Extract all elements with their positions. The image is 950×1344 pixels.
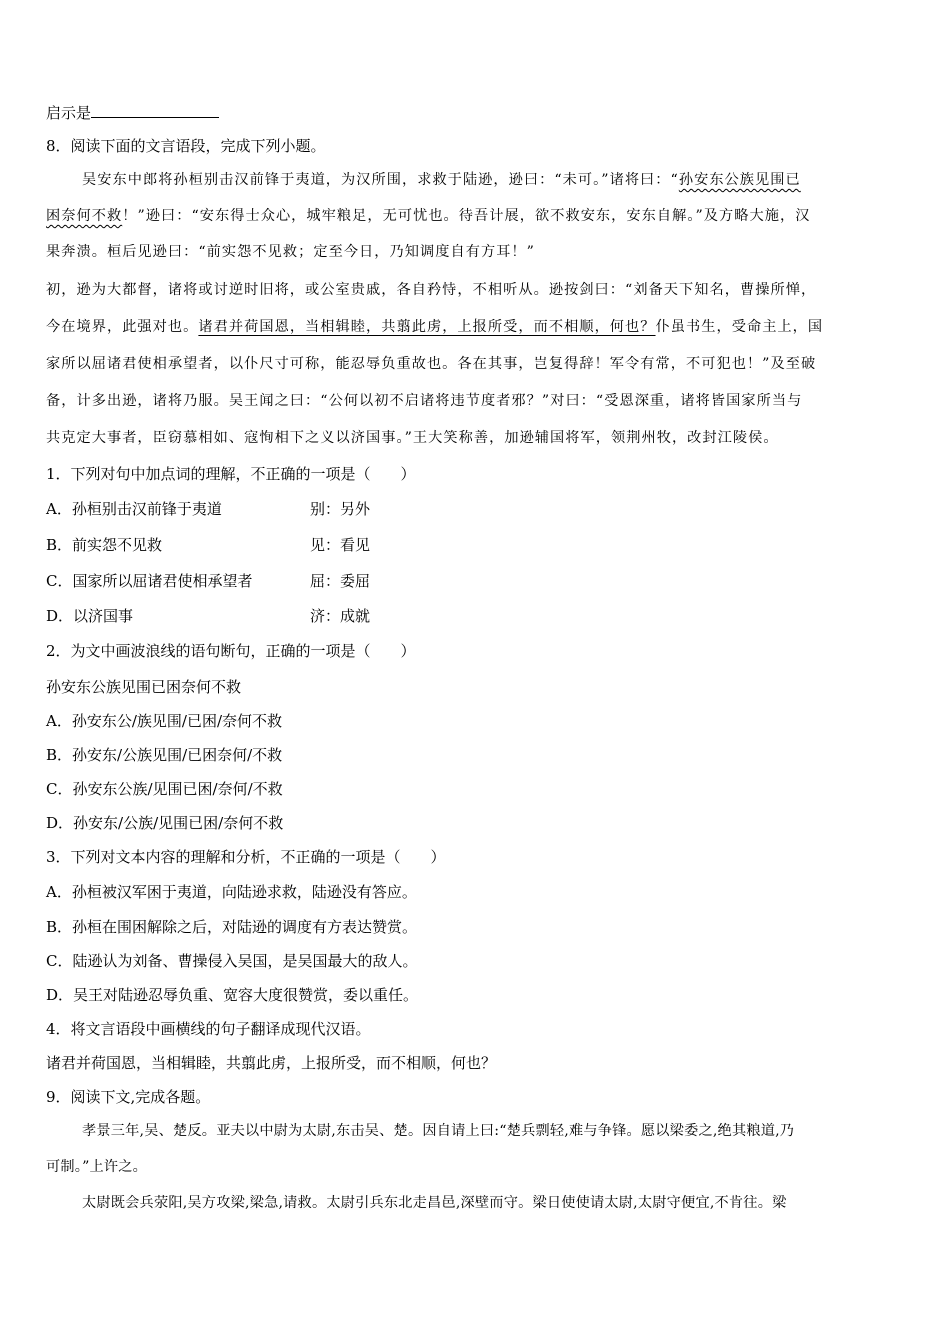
sub3-option-b[interactable]: B．孙桓在围困解除之后，对陆逊的调度有方表达赞赏。	[46, 918, 418, 936]
passage-text: 吴安东中郎将孙桓别击汉前锋于夷道，为汉所围，求救于陆逊，逊曰：“未可。”诸将曰：“	[82, 172, 679, 188]
wavy-underlined-text: 孙安东公族见围已	[678, 172, 801, 188]
passage-line	[46, 317, 823, 337]
passage-text: 仆虽书生，受命主上，国	[655, 319, 824, 335]
wavy-underlined-text: 困奈何不救	[46, 208, 123, 224]
sub1-option-b-gloss: 见：看见	[310, 536, 371, 554]
passage-line: 初，逊为大都督，诸将或讨逆时旧将，或公室贵戚，各自矜恃，不相听从。逊按剑曰：“刘备天下知名，曹操所惮，	[46, 282, 817, 298]
sub2-option-a[interactable]: A．孙安东公/族见围/已困/奈何不救	[46, 712, 282, 730]
sub3-stem: 3．下列对文本内容的理解和分析，不正确的一项是（ ）	[46, 848, 446, 866]
passage-line: 孝景三年,吴、楚反。亚夫以中尉为太尉,东击吴、楚。因自请上曰:“楚兵剽轻,难与争锋。愿以梁委之,绝其粮道,乃	[82, 1123, 795, 1139]
answer-prompt-text: 启示是	[46, 104, 92, 122]
passage-line	[46, 206, 810, 226]
passage-line: 果奔溃。桓后见逊曰：“前实怨不见救；定至今日，乃知调度自有方耳！”	[46, 244, 535, 260]
sub1-stem: 1．下列对句中加点词的理解，不正确的一项是（ ）	[46, 465, 416, 483]
underlined-text: 诸君并荷国恩，当相辑睦，共翦此虏，上报所受，而不相顺，何也？	[198, 319, 656, 335]
sub3-option-c[interactable]: C．陆逊认为刘备、曹操侵入吴国，是吴国最大的敌人。	[46, 952, 418, 970]
passage-line: 太尉既会兵荥阳,吴方攻梁,梁急,请救。太尉引兵东北走昌邑,深壁而守。梁日使使请太尉,太尉守便宜,不肯往。梁	[82, 1195, 787, 1211]
passage-text: 今在境界，此强对也。	[46, 319, 199, 335]
sub4-sentence: 诸君并荷国恩，当相辑睦，共翦此虏，上报所受，而不相顺，何也？	[46, 1054, 497, 1072]
passage-line	[82, 170, 801, 190]
answer-prompt-line	[46, 102, 219, 123]
answer-blank[interactable]	[91, 102, 219, 118]
passage-line: 可制。”上许之。	[46, 1159, 148, 1175]
sub2-option-d[interactable]: D．孙安东/公族/见围已困/奈何不救	[46, 814, 284, 832]
sub1-option-b[interactable]: B．前实怨不见救	[46, 536, 163, 554]
passage-text: ！”逊曰：“安东得士众心，城牢粮足，无可忧也。待吾计展，欲不救安东，安东自解。”及方略大施，汉	[122, 208, 811, 224]
sub3-option-d[interactable]: D．吴王对陆逊忍辱负重、宽容大度很赞赏，委以重任。	[46, 986, 419, 1004]
sub2-stem: 2．为文中画波浪线的语句断句，正确的一项是（ ）	[46, 642, 416, 660]
sub2-option-b[interactable]: B．孙安东/公族见围/已困奈何/不救	[46, 746, 283, 764]
passage-line: 家所以屈诸君使相承望者，以仆尺寸可称，能忍辱负重故也。各在其事，岂复得辞！军令有常，不可犯也！”及至破	[46, 356, 817, 372]
sub4-stem: 4．将文言语段中画横线的句子翻译成现代汉语。	[46, 1020, 371, 1038]
sub1-option-d-gloss: 济：成就	[310, 607, 371, 625]
sub2-sentence: 孙安东公族见围已困奈何不救	[46, 678, 242, 696]
sub1-option-c-gloss: 屈：委屈	[310, 572, 371, 590]
sub1-option-c[interactable]: C．国家所以屈诸君使相承望者	[46, 572, 253, 590]
sub2-option-c[interactable]: C．孙安东公族/见围已困/奈何/不救	[46, 780, 283, 798]
passage-line: 共克定大事者，臣窃慕相如、寇恂相下之义以济国事。”王大笑称善，加逊辅国将军，领荆州牧，改封江陵侯。	[46, 430, 779, 446]
sub1-option-d[interactable]: D．以济国事	[46, 607, 134, 625]
q9-heading: 9．阅读下文,完成各题。	[46, 1088, 211, 1106]
sub1-option-a-gloss: 别：另外	[310, 500, 371, 518]
passage-line: 备，计多出逊，诸将乃服。吴王闻之曰：“公何以初不启诸将违节度者邪？”对曰：“受恩深重，诸将皆国家所当与	[46, 393, 803, 409]
sub3-option-a[interactable]: A．孙桓被汉军困于夷道，向陆逊求救，陆逊没有答应。	[46, 883, 417, 901]
q8-heading: 8．阅读下面的文言语段，完成下列小题。	[46, 137, 326, 155]
sub1-option-a[interactable]: A．孙桓别击汉前锋于夷道	[46, 500, 222, 518]
